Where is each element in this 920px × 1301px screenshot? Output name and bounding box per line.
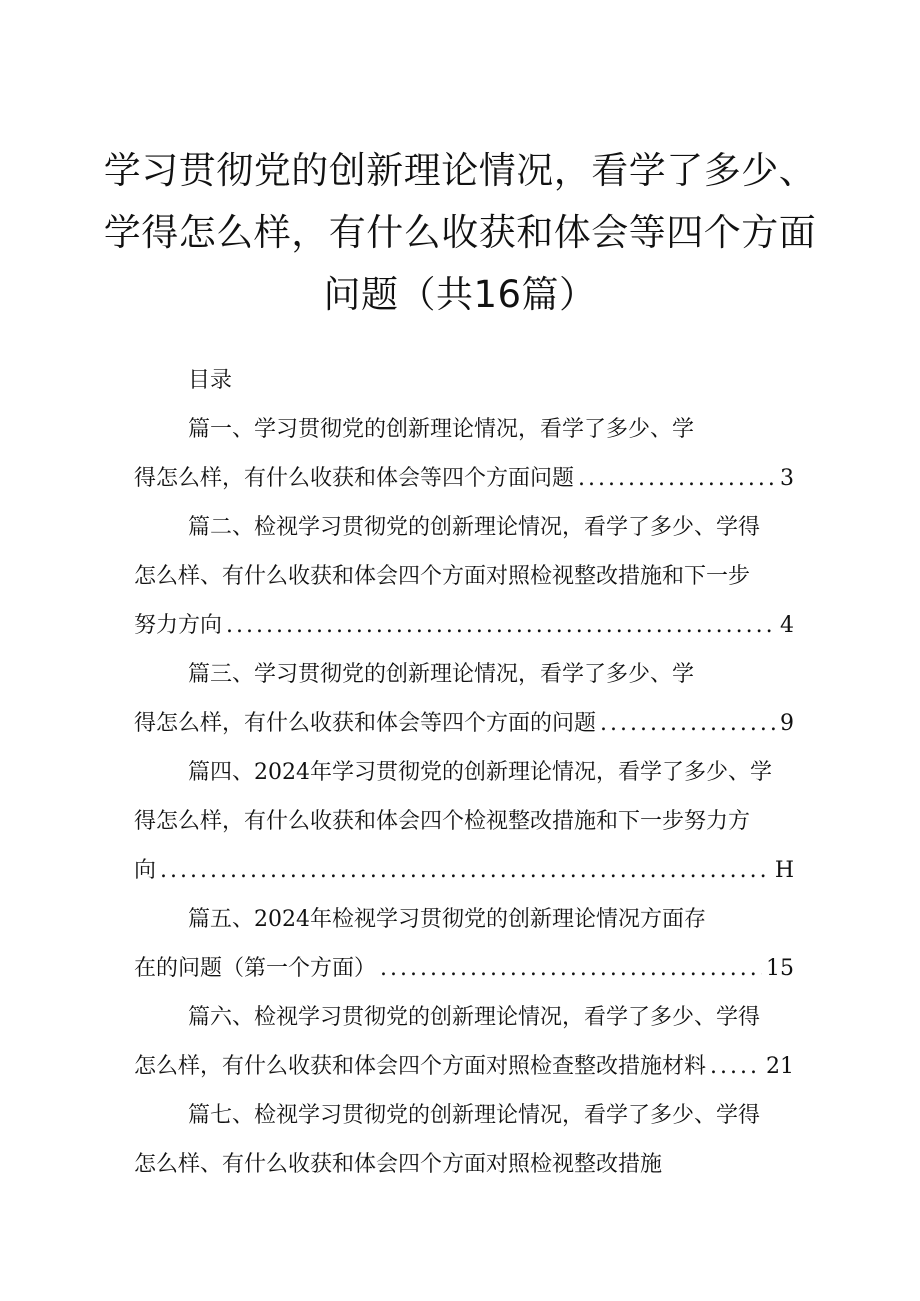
document-title bbox=[100, 140, 820, 326]
toc-entry-line: 向 bbox=[134, 858, 157, 883]
toc-entry[interactable] bbox=[134, 748, 794, 895]
toc-entry-line: 怎么样，有什么收获和体会四个方面对照检查整改措施材料 bbox=[134, 1054, 707, 1079]
title-line: 学习贯彻党的创新理论情况，看学了多少、 bbox=[103, 149, 817, 192]
toc-entry-line: 得怎么样，有什么收获和体会四个检视整改措施和下一步努力方 bbox=[134, 809, 751, 834]
table-of-contents bbox=[134, 356, 794, 1189]
toc-page-number: 21 bbox=[766, 1054, 794, 1079]
toc-entry[interactable] bbox=[134, 503, 794, 650]
toc-entry-last-line bbox=[134, 454, 794, 503]
dot-leader bbox=[160, 846, 771, 895]
toc-page-number: 9 bbox=[780, 711, 794, 736]
toc-entry-line: 努力方向 bbox=[134, 613, 223, 638]
toc-page-number: 15 bbox=[766, 956, 794, 981]
toc-entry-line: 得怎么样，有什么收获和体会等四个方面问题 bbox=[134, 466, 575, 491]
toc-entry-line: 篇三、学习贯彻党的创新理论情况，看学了多少、学 bbox=[188, 662, 695, 687]
toc-entry-line: 怎么样、有什么收获和体会四个方面对照检视整改措施 bbox=[134, 1152, 663, 1177]
dot-leader bbox=[600, 699, 776, 748]
toc-entry-last-line bbox=[134, 846, 794, 895]
toc-entry-line: 篇六、检视学习贯彻党的创新理论情况，看学了多少、学得 bbox=[188, 1005, 761, 1030]
title-line: 学得怎么样，有什么收获和体会等四个方面 bbox=[103, 211, 817, 254]
title-line: 问题（共16篇） bbox=[323, 273, 597, 316]
toc-entry-last-line bbox=[134, 1042, 794, 1091]
toc-entry[interactable] bbox=[134, 405, 794, 503]
toc-entry[interactable] bbox=[134, 993, 794, 1091]
toc-entry-line: 篇五、2024年检视学习贯彻党的创新理论情况方面存 bbox=[188, 907, 706, 932]
toc-entry-line: 怎么样、有什么收获和体会四个方面对照检视整改措施和下一步 bbox=[134, 564, 751, 589]
dot-leader bbox=[578, 454, 776, 503]
toc-entry-line: 得怎么样，有什么收获和体会等四个方面的问题 bbox=[134, 711, 597, 736]
dot-leader bbox=[226, 601, 776, 650]
toc-entry-line: 篇二、检视学习贯彻党的创新理论情况，看学了多少、学得 bbox=[188, 515, 761, 540]
toc-entry-line: 篇一、学习贯彻党的创新理论情况，看学了多少、学 bbox=[188, 417, 695, 442]
toc-heading: 目录 bbox=[188, 368, 233, 393]
toc-entry[interactable] bbox=[134, 650, 794, 748]
toc-entry[interactable] bbox=[134, 895, 794, 993]
toc-entry-last-line bbox=[134, 944, 794, 993]
toc-entry-line: 在的问题（第一个方面） bbox=[134, 956, 377, 981]
toc-page-number: H bbox=[774, 858, 794, 883]
dot-leader bbox=[710, 1042, 762, 1091]
toc-entry[interactable] bbox=[134, 1091, 794, 1189]
toc-entry-last-line bbox=[134, 699, 794, 748]
toc-entry-line: 篇七、检视学习贯彻党的创新理论情况，看学了多少、学得 bbox=[188, 1103, 761, 1128]
toc-page-number: 3 bbox=[780, 466, 794, 491]
toc-entry-line: 篇四、2024年学习贯彻党的创新理论情况，看学了多少、学 bbox=[188, 760, 772, 785]
toc-page-number: 4 bbox=[780, 613, 794, 638]
dot-leader bbox=[380, 944, 762, 993]
toc-entry-last-line bbox=[134, 601, 794, 650]
